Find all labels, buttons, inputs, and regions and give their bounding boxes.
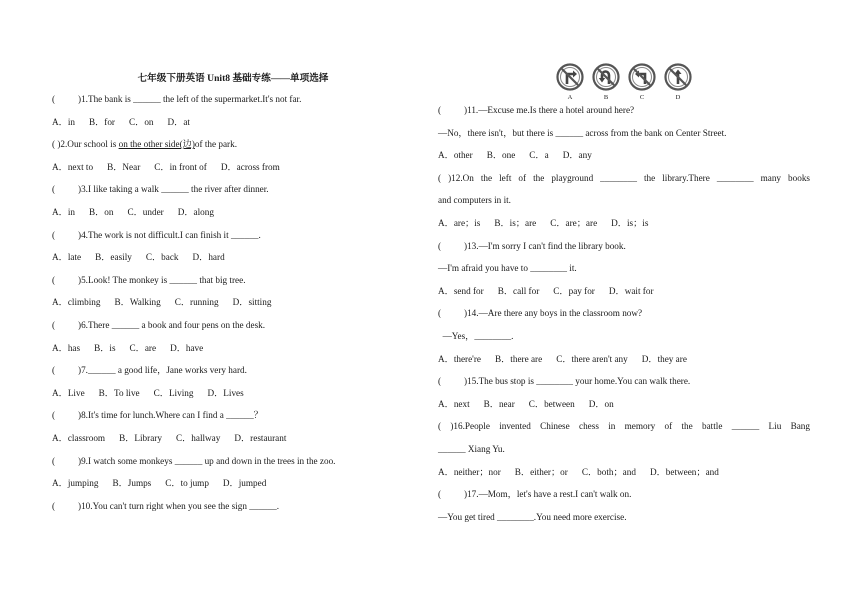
answer-options	[52, 432, 300, 444]
question-line: —I'm afraid you have to ________ it.	[438, 263, 577, 274]
option-c: C．there aren't any	[556, 353, 628, 364]
question-line: —No，there isn't，but there is ______ across from the bank on Center Street.	[438, 127, 727, 138]
option-c: C．under	[127, 207, 164, 217]
option-a: A．send for	[438, 285, 484, 296]
option-c: C．are；are	[550, 218, 598, 228]
option-d: D．is；is	[611, 218, 649, 228]
sign-label-d: D	[675, 94, 681, 101]
option-b: B．call for	[497, 285, 540, 296]
question-line: and computers in it.	[438, 195, 511, 206]
option-d: D．Lives	[207, 387, 244, 398]
question-line: ( )10.You can't turn right when you see the sign ______.	[52, 500, 280, 511]
answer-options	[52, 387, 258, 399]
answer-options	[438, 353, 701, 365]
option-d: D．between；and	[649, 466, 719, 477]
option-d: D．jumped	[222, 478, 267, 489]
answer-options	[438, 149, 606, 161]
question-line: ( )9.I watch some monkeys ______ up and down in the trees in the zoo.	[52, 455, 336, 466]
answer-options	[52, 296, 285, 308]
option-a: A．there're	[438, 353, 481, 364]
option-c: C．Living	[153, 387, 194, 398]
question-line: ( )12.On the left of the playground ________ the library.There ________ many books	[438, 172, 810, 183]
option-a: A．jumping	[52, 478, 99, 489]
option-d: D．they are	[641, 353, 687, 364]
answer-options	[52, 477, 280, 489]
answer-options	[438, 285, 668, 297]
option-d: D．along	[177, 207, 214, 217]
question-line: ( )11.—Excuse me.Is there a hotel around here?	[438, 105, 635, 115]
answer-options	[438, 398, 628, 410]
option-b: B．Library	[119, 433, 162, 443]
question-line: ( )13.—I'm sorry I can't find the library book.	[438, 240, 626, 251]
option-c: C．running	[174, 297, 219, 308]
option-a: A．neither；nor	[438, 466, 501, 477]
option-c: C．between	[528, 398, 575, 409]
option-a: A．has	[52, 342, 81, 353]
option-c: C．hallway	[175, 433, 221, 443]
question-text: ( )2.Our school is	[52, 139, 119, 150]
answer-options	[52, 161, 294, 173]
option-a: A．are；is	[438, 218, 481, 228]
option-d: D．sitting	[232, 297, 272, 308]
option-c: C．back	[145, 252, 179, 263]
option-a: A．climbing	[52, 297, 101, 308]
option-d: D．have	[170, 342, 204, 353]
underlined-phrase: on the other side(边)	[118, 139, 195, 150]
option-b: B．there are	[494, 353, 543, 364]
question-line: ( )17.—Mom，let's have a rest.I can't walk on.	[438, 489, 632, 500]
traffic-signs-figure	[556, 63, 696, 103]
answer-options	[52, 342, 217, 354]
option-a: A．in	[52, 116, 75, 127]
question-line: ( )3.I like taking a walk ______ the river after dinner.	[52, 184, 269, 195]
option-d: D．at	[167, 116, 190, 127]
option-d: D．any	[562, 150, 592, 161]
question-line: —Yes，________.	[438, 331, 514, 341]
question-line: ( )16.People invented Chinese chess in memory of the battle ______ Liu Bang	[438, 421, 810, 432]
question-text: of the park.	[194, 139, 237, 150]
option-a: A．classroom	[52, 433, 106, 443]
question-line: ( )4.The work is not difficult.I can finish it ______.	[52, 229, 261, 240]
option-c: C．on	[129, 116, 154, 127]
question-line: ( )14.—Are there any boys in the classroom now?	[438, 308, 643, 319]
answer-options	[438, 217, 662, 229]
option-d: D．restaurant	[234, 433, 287, 443]
option-a: A．in	[52, 207, 75, 217]
option-b: B．for	[88, 116, 115, 127]
no-left-turn-sign-icon	[628, 63, 656, 91]
option-a: A．late	[52, 252, 82, 263]
option-d: D．across from	[220, 161, 280, 172]
option-b: B．To live	[98, 387, 140, 398]
option-b: B．is；are	[494, 218, 537, 228]
option-c: C．to jump	[165, 478, 209, 489]
option-c: C．both；and	[581, 466, 636, 477]
option-a: A．other	[438, 150, 473, 161]
no-straight-sign-icon	[664, 63, 692, 91]
option-a: A．next	[438, 398, 470, 409]
page-title: 七年级下册英语 Unit8 基础专练——单项选择	[137, 73, 329, 84]
option-b: B．Near	[107, 161, 141, 172]
no-right-turn-sign-icon	[556, 63, 584, 91]
sign-label-a: A	[567, 94, 573, 101]
question-line	[52, 138, 237, 150]
question-line: ( )7.______ a good life，Jane works very hard.	[52, 365, 247, 376]
option-c: C．a	[529, 150, 549, 161]
answer-options	[438, 466, 733, 478]
question-line: ( )6.There ______ a book and four pens on the desk.	[52, 320, 266, 330]
option-b: B．easily	[95, 252, 132, 263]
question-line: ______ Xiang Yu.	[438, 444, 505, 454]
option-d: D．hard	[192, 252, 225, 263]
option-b: B．near	[483, 398, 515, 409]
answer-options	[52, 206, 228, 218]
question-line: ( )5.Look! The monkey is ______ that big tree.	[52, 274, 246, 285]
answer-options	[52, 251, 239, 263]
question-line: ( )1.The bank is ______ the left of the supermarket.It's not far.	[52, 94, 302, 104]
option-b: B．is	[94, 342, 116, 353]
option-b: B．one	[486, 150, 516, 161]
option-c: C．pay for	[553, 285, 595, 296]
option-b: B．on	[88, 207, 114, 217]
option-b: B．Jumps	[112, 478, 152, 489]
option-d: D．on	[588, 398, 614, 409]
option-c: C．are	[129, 342, 157, 353]
option-c: C．in front of	[154, 161, 207, 172]
question-line: ( )8.It's time for lunch.Where can I find a ______？	[52, 410, 263, 421]
question-line: ( )15.The bus stop is ________ your home.You can walk there.	[438, 376, 691, 387]
option-a: A．Live	[52, 387, 85, 398]
option-d: D．wait for	[608, 285, 654, 296]
sign-label-c: C	[639, 94, 645, 101]
answer-options	[52, 116, 204, 128]
option-b: B．either；or	[514, 466, 568, 477]
no-u-turn-sign-icon	[592, 63, 620, 91]
option-b: B．Walking	[114, 297, 161, 308]
option-a: A．next to	[52, 161, 94, 172]
sign-label-b: B	[603, 94, 609, 101]
question-line: —You get tired ________.You need more exercise.	[438, 511, 627, 522]
